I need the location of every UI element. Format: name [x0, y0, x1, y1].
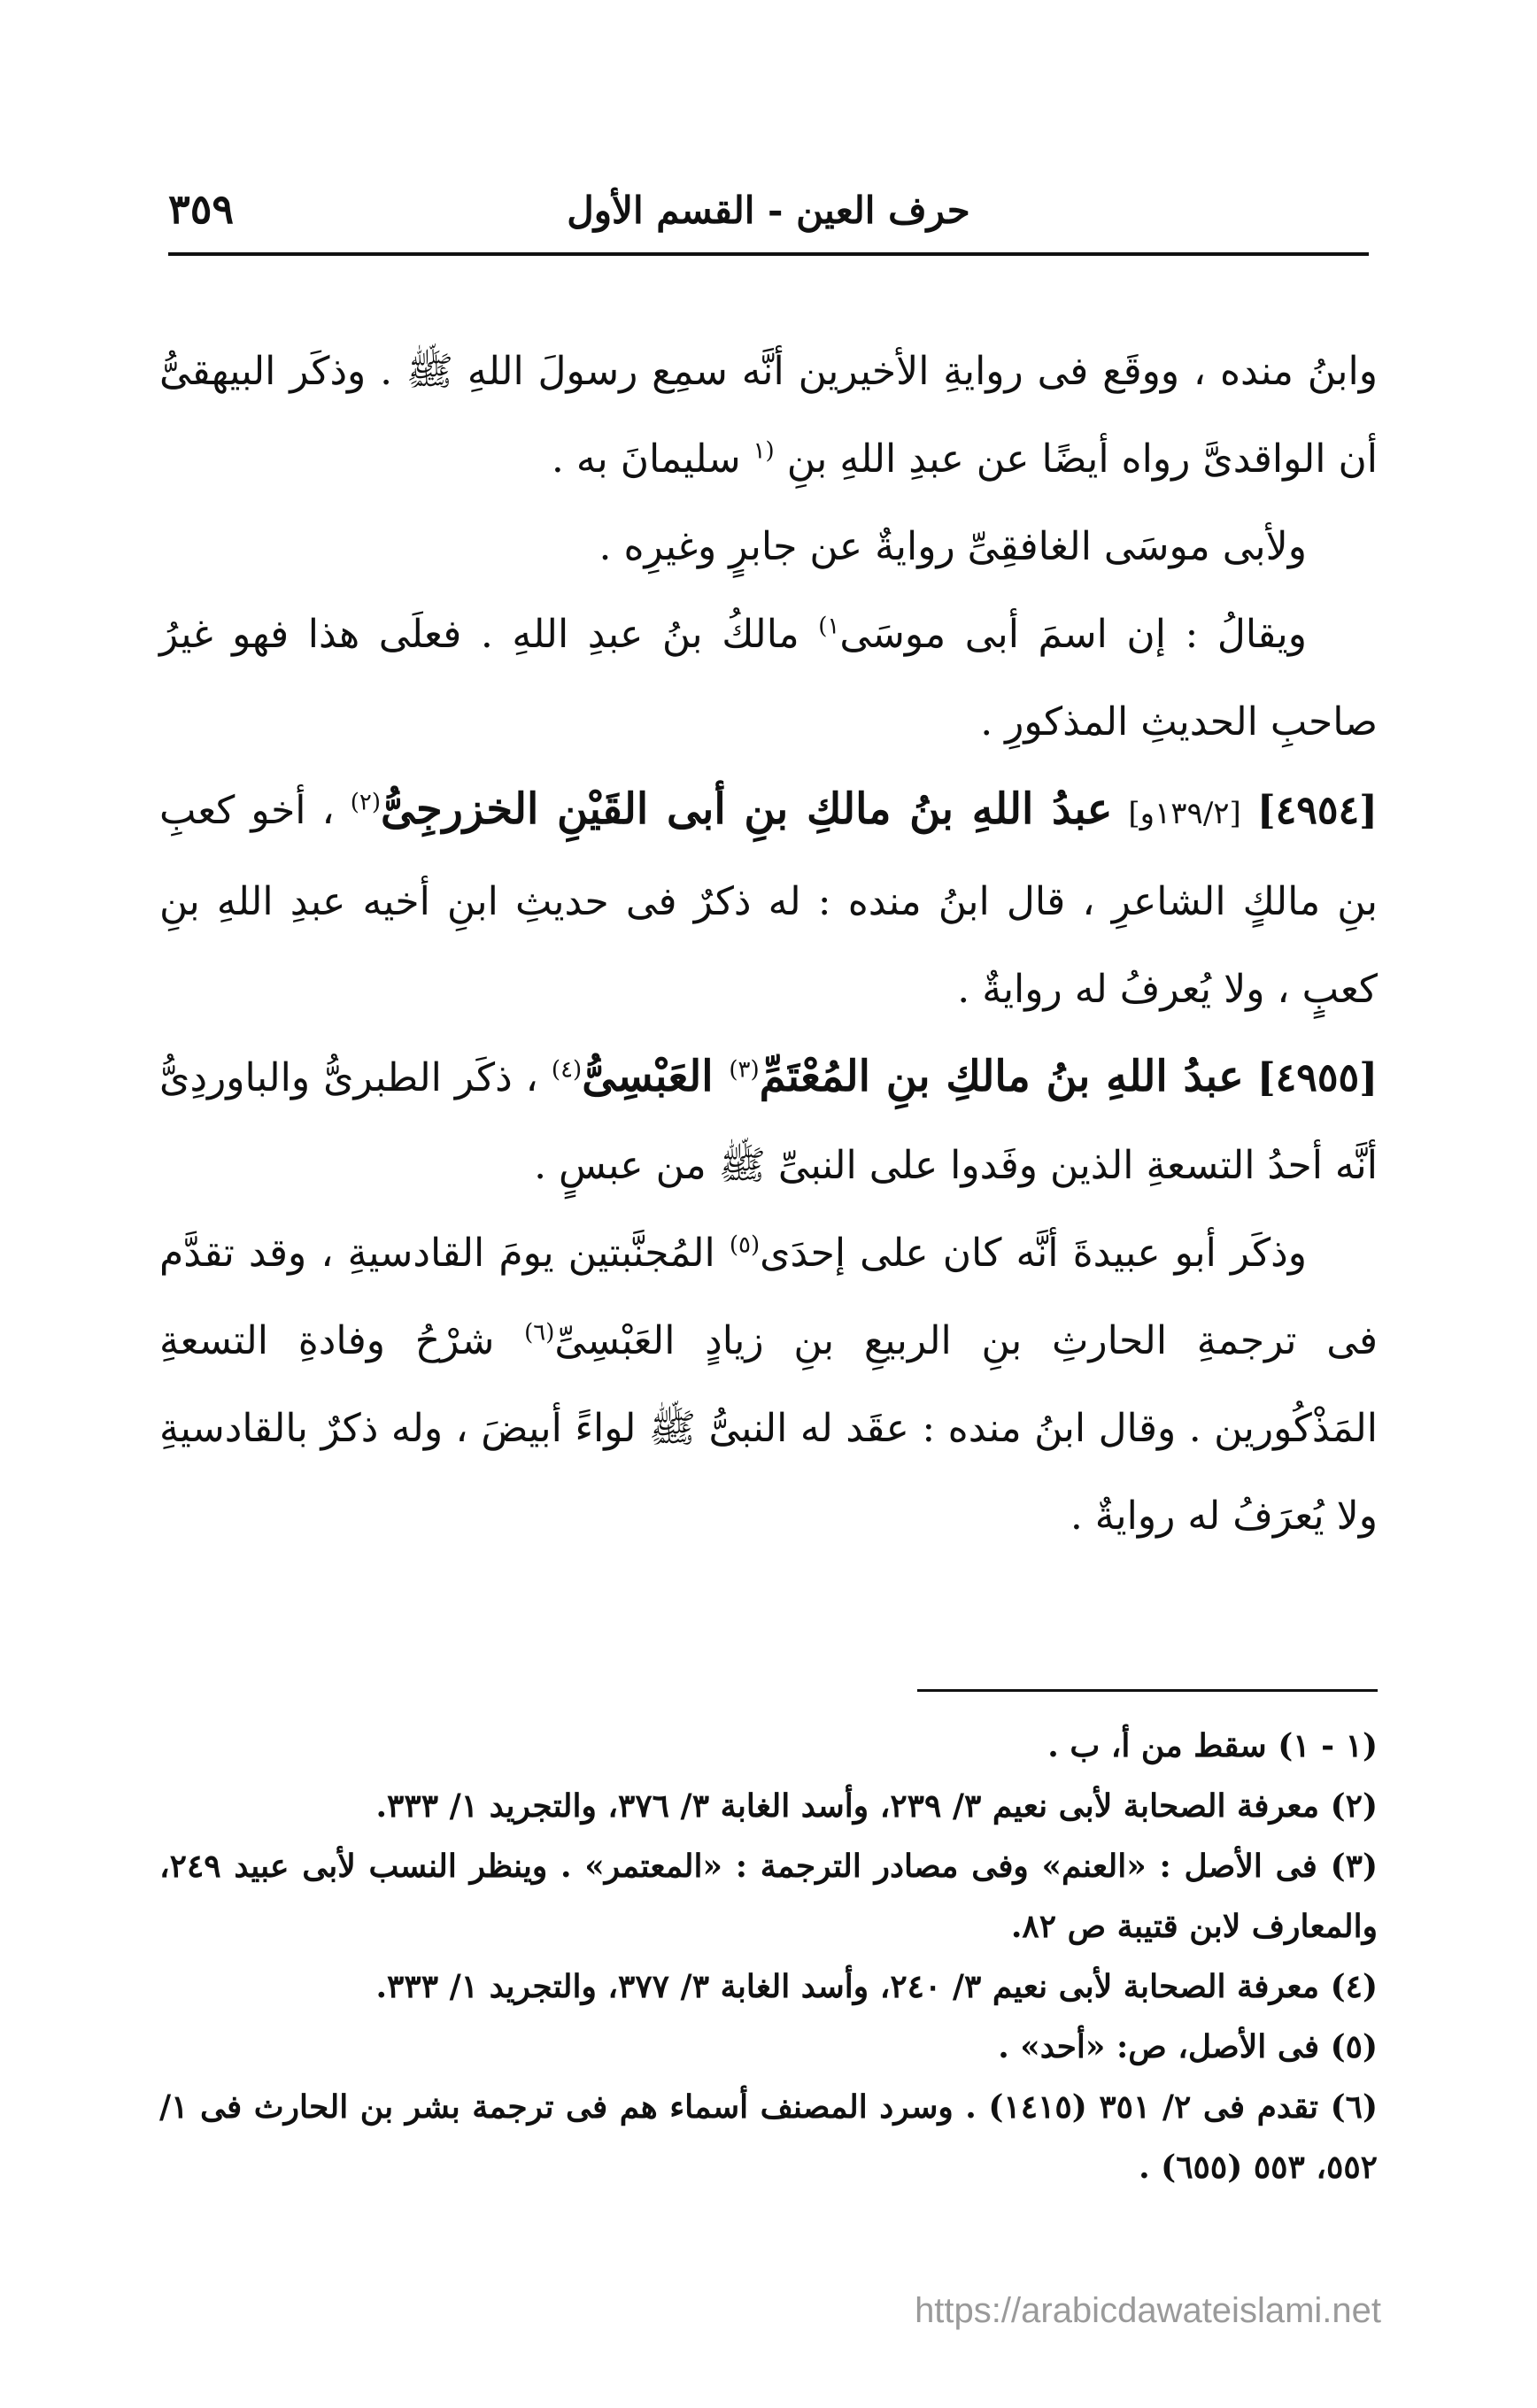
footnote-separator [917, 1689, 1378, 1692]
entry-4954 [159, 766, 1378, 1033]
paragraph-1-text: وابنُ منده ، ووقَع فى روايةِ الأخيرين أنَّه سمِع رسولَ اللهِ ﷺ . وذكَر البيهقىُّ أن الواقدىَّ رواه أيضًا عن عبدِ اللهِ بنِ [159, 349, 1378, 482]
paragraph-5-text-c: شرْحُ وفادةِ التسعةِ المَذْكُورين . وقال ابنُ منده : عقَد له النبىُّ ﷺ لواءً أبيضَ ، وله ذكرٌ بالقادسيةِ ولا يُعرَفُ له روايةٌ . [159, 1318, 1378, 1539]
paragraph-5 [159, 1209, 1378, 1560]
paragraph-5-text-a: وذكَر أبو عبيدةَ أنَّه كان على إحدَى [760, 1231, 1307, 1276]
entry-4955-text: ، ذكَر الطبرىُّ والباوردِىُّ أنَّه أحدُ التسعةِ الذين وفَدوا على النبىِّ ﷺ من عبسٍ . [159, 1055, 1378, 1188]
paragraph-5-text-b: المُجنَّبتين يومَ القادسيةِ ، وقد تقدَّم فى ترجمةِ الحارثِ بنِ الربيعِ بنِ زيادٍ العَبْسِىِّ [159, 1231, 1378, 1363]
footnote-marker-1-open: (١ [753, 437, 775, 465]
watermark-url: https://arabicdawateislami.net [915, 2291, 1381, 2330]
entry-4954-text: ، أخو كعبِ بنِ مالكٍ الشاعرِ ، قال ابنُ منده : له ذكرٌ فى حديثِ ابنِ أخيه عبدِ اللهِ بنِ كعبٍ ، ولا يُعرفُ له روايةٌ . [159, 788, 1378, 1012]
running-title: حرف العين - القسم الأول [567, 189, 970, 232]
footnote-5: (٥) فى الأصل، ص: «أحد» . [998, 2028, 1378, 2065]
paragraph-1-end: سليمانَ به . [551, 436, 753, 482]
paragraph-3-text-b: مالكُ بنُ عبدِ اللهِ . فعلَى هذا فهو غيرُ صاحبِ الحديثِ المذكورِ . [159, 612, 1378, 745]
page-header [168, 181, 1369, 256]
footnote-marker-4: (٤) [551, 1056, 583, 1084]
footnote-1: (١ - ١) سقط من أ، ب . [1047, 1727, 1378, 1764]
paragraph-3 [159, 590, 1378, 766]
footnote-4: (٤) معرفة الصحابة لأبى نعيم ٣/ ٢٤٠، وأسد الغابة ٣/ ٣٧٧، والتجريد ١/ ٣٣٣. [375, 1968, 1378, 2005]
entry-4955 [159, 1033, 1378, 1209]
footnote-3: (٣) فى الأصل : «العنم» وفى مصادر الترجمة : «المعتمر» . وينظر النسب لأبى عبيد ٢٤٩، والمعارف لابن قتيبة ص ٨٢. [159, 1848, 1378, 1945]
entry-4954-ref: [١٣٩/٢و] [1128, 796, 1241, 831]
entry-4954-number: [٤٩٥٤] [1256, 788, 1378, 833]
footnote-marker-2: (٢) [350, 789, 381, 816]
footnote-6: (٦) تقدم فى ٢/ ٣٥١ (١٤١٥) . وسرد المصنف أسماء هم فى ترجمة بشر بن الحارث فى ١/ ٥٥٢، ٥٥٣ (٦٥٥) . [159, 2088, 1379, 2186]
paragraph-1 [159, 328, 1378, 503]
entry-4955-number: [٤٩٥٥] [1256, 1055, 1379, 1100]
page-number: ٣٥٩ [168, 185, 235, 233]
footnote-2: (٢) معرفة الصحابة لأبى نعيم ٣/ ٢٣٩، وأسد الغابة ٣/ ٣٧٦، والتجريد ١/ ٣٣٣. [375, 1787, 1378, 1825]
footnote-marker-1-close: ١) [818, 613, 840, 640]
footnotes [159, 1716, 1378, 2197]
footnote-marker-3: (٣) [729, 1056, 760, 1084]
entry-4955-name-b: العَبْسِىُّ [582, 1052, 730, 1101]
footnote-marker-6: (٦) [524, 1319, 555, 1347]
paragraph-2: ولأبى موسَى الغافقِىِّ روايةٌ عن جابرٍ وغيرِه . [599, 524, 1307, 569]
paragraph-3-text-a: ويقالُ : إن اسمَ أبى موسَى [839, 612, 1308, 657]
footnote-marker-5: (٥) [729, 1231, 761, 1259]
entry-4954-name: عبدُ اللهِ بنُ مالكِ بنِ أبى القَيْنِ الخزرجِىُّ [380, 784, 1113, 834]
main-text [159, 328, 1378, 1560]
entry-4955-name-a: عبدُ اللهِ بنُ مالكِ بنِ المُعْتَمِّ [759, 1052, 1244, 1101]
